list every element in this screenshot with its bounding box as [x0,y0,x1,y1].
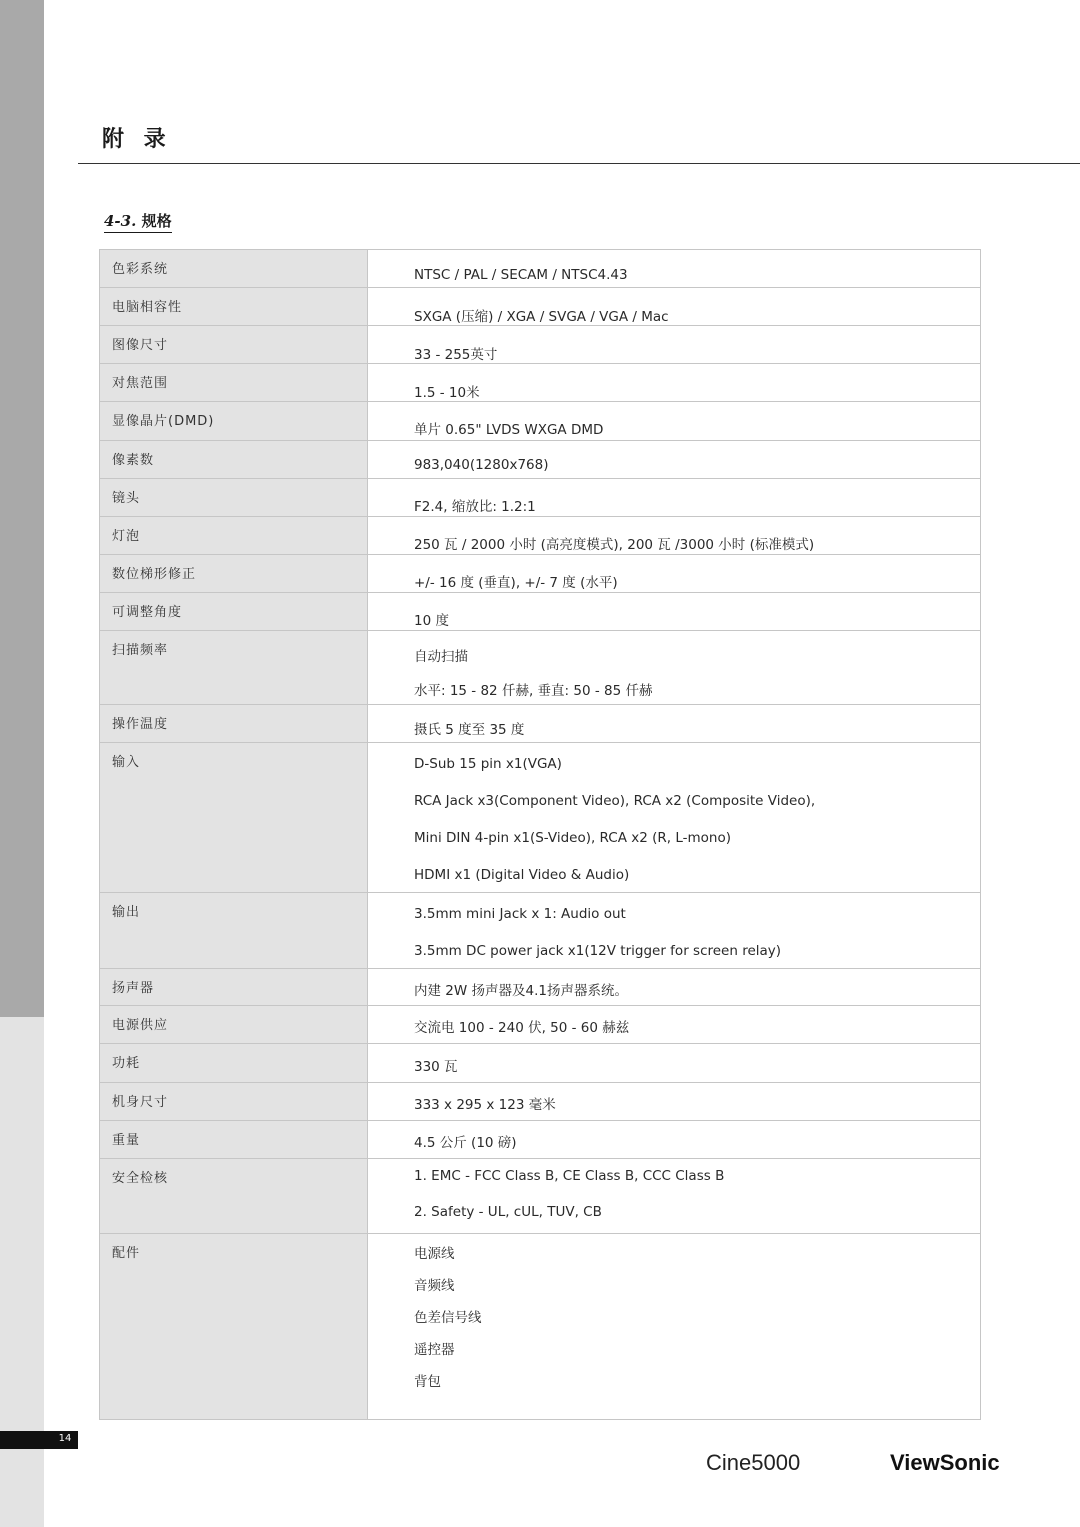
spec-value: 3.5mm mini Jack x 1: Audio out [414,906,626,922]
spec-value: 遥控器 [414,1342,455,1358]
spec-table [99,249,981,1420]
spec-label: 扫描频率 [100,631,368,705]
spec-row [100,1006,981,1044]
section-number: 4-3. [104,212,137,230]
spec-label: 可调整角度 [100,593,368,631]
spec-row [100,893,981,969]
brand-logo: ViewSonic [890,1450,1000,1475]
spec-value-cell [368,555,981,593]
spec-row [100,1234,981,1420]
spec-table-body [100,250,981,1420]
spec-value: 330 瓦 [414,1059,458,1075]
spec-value: 1.5 - 10米 [414,385,480,401]
section-title: 规格 [141,212,172,230]
spec-label: 重量 [100,1121,368,1159]
spec-value: 1. EMC - FCC Class B, CE Class B, CCC Class B [414,1168,725,1184]
spec-value-cell [368,288,981,326]
spec-label: 输出 [100,893,368,969]
spec-row [100,288,981,326]
spec-row [100,593,981,631]
title-divider [78,163,1080,164]
spec-row [100,441,981,479]
spec-value: 33 - 255英寸 [414,347,498,363]
spec-label: 电脑相容性 [100,288,368,326]
spec-value-cell [368,326,981,364]
spec-row [100,1083,981,1121]
spec-row [100,250,981,288]
spec-value: 交流电 100 - 240 伏, 50 - 60 赫兹 [414,1020,630,1036]
spec-value: 背包 [414,1374,441,1390]
spec-value: RCA Jack x3(Component Video), RCA x2 (Composite Video), [414,793,816,809]
spec-row [100,402,981,441]
spec-label: 像素数 [100,441,368,479]
spec-value-cell [368,1121,981,1159]
spec-row [100,517,981,555]
spec-value: 10 度 [414,613,449,629]
spec-label: 输入 [100,743,368,893]
spec-label: 数位梯形修正 [100,555,368,593]
spec-row [100,1121,981,1159]
page-title: 附 录 [102,126,172,152]
section-heading [104,210,172,233]
spec-row [100,326,981,364]
spec-value-cell [368,893,981,969]
spec-value: 333 x 295 x 123 毫米 [414,1097,556,1113]
spec-label: 对焦范围 [100,364,368,402]
spec-value: 250 瓦 / 2000 小时 (高亮度模式), 200 瓦 /3000 小时 (标准模式) [414,537,815,553]
spec-value: D-Sub 15 pin x1(VGA) [414,756,562,772]
spec-value-cell [368,1083,981,1121]
spec-row [100,479,981,517]
spec-value: F2.4, 缩放比: 1.2:1 [414,499,536,515]
spec-label: 配件 [100,1234,368,1420]
sidebar-band-light [0,1017,44,1527]
spec-value: +/- 16 度 (垂直), +/- 7 度 (水平) [414,575,618,591]
spec-row [100,631,981,705]
spec-label: 功耗 [100,1044,368,1083]
spec-label: 灯泡 [100,517,368,555]
spec-value: 2. Safety - UL, cUL, TUV, CB [414,1204,602,1220]
spec-value-cell [368,1006,981,1044]
spec-value-cell [368,969,981,1006]
spec-value: 电源线 [414,1246,455,1262]
spec-value: 摄氏 5 度至 35 度 [414,722,525,738]
spec-row [100,969,981,1006]
spec-value-cell [368,593,981,631]
spec-row [100,555,981,593]
spec-value: 983,040(1280x768) [414,457,549,473]
spec-row [100,1159,981,1234]
spec-value-cell [368,517,981,555]
spec-label: 图像尺寸 [100,326,368,364]
spec-value-cell [368,402,981,441]
spec-value-cell [368,250,981,288]
spec-value-cell [368,479,981,517]
sidebar-band-dark [0,0,44,1017]
spec-row [100,705,981,743]
spec-label: 显像晶片(DMD) [100,402,368,441]
spec-value-cell [368,743,981,893]
spec-value-cell [368,631,981,705]
spec-value: 水平: 15 - 82 仟赫, 垂直: 50 - 85 仟赫 [414,683,653,699]
spec-value: Mini DIN 4-pin x1(S-Video), RCA x2 (R, L-mono) [414,830,731,846]
spec-value: 自动扫描 [414,649,468,665]
spec-value: 单片 0.65" LVDS WXGA DMD [414,422,604,438]
spec-value-cell [368,364,981,402]
spec-row [100,743,981,893]
spec-value-cell [368,705,981,743]
spec-value: 内建 2W 扬声器及4.1扬声器系统。 [414,983,628,999]
model-name: Cine5000 [706,1450,801,1475]
spec-label: 机身尺寸 [100,1083,368,1121]
spec-value: 音频线 [414,1278,455,1294]
spec-label: 安全检核 [100,1159,368,1234]
spec-value-cell [368,1044,981,1083]
spec-label: 色彩系统 [100,250,368,288]
spec-value-cell [368,1159,981,1234]
spec-value-cell [368,441,981,479]
spec-row [100,1044,981,1083]
spec-value: 3.5mm DC power jack x1(12V trigger for screen relay) [414,943,782,959]
spec-value: NTSC / PAL / SECAM / NTSC4.43 [414,267,628,283]
spec-label: 电源供应 [100,1006,368,1044]
spec-label: 镜头 [100,479,368,517]
spec-label: 操作温度 [100,705,368,743]
spec-value: 4.5 公斤 (10 磅) [414,1135,517,1151]
spec-label: 扬声器 [100,969,368,1006]
spec-value-cell [368,1234,981,1420]
spec-row [100,364,981,402]
spec-value: SXGA (压缩) / XGA / SVGA / VGA / Mac [414,309,669,325]
spec-value: HDMI x1 (Digital Video & Audio) [414,867,630,883]
spec-value: 色差信号线 [414,1310,482,1326]
page-number: 14 [58,1433,72,1444]
